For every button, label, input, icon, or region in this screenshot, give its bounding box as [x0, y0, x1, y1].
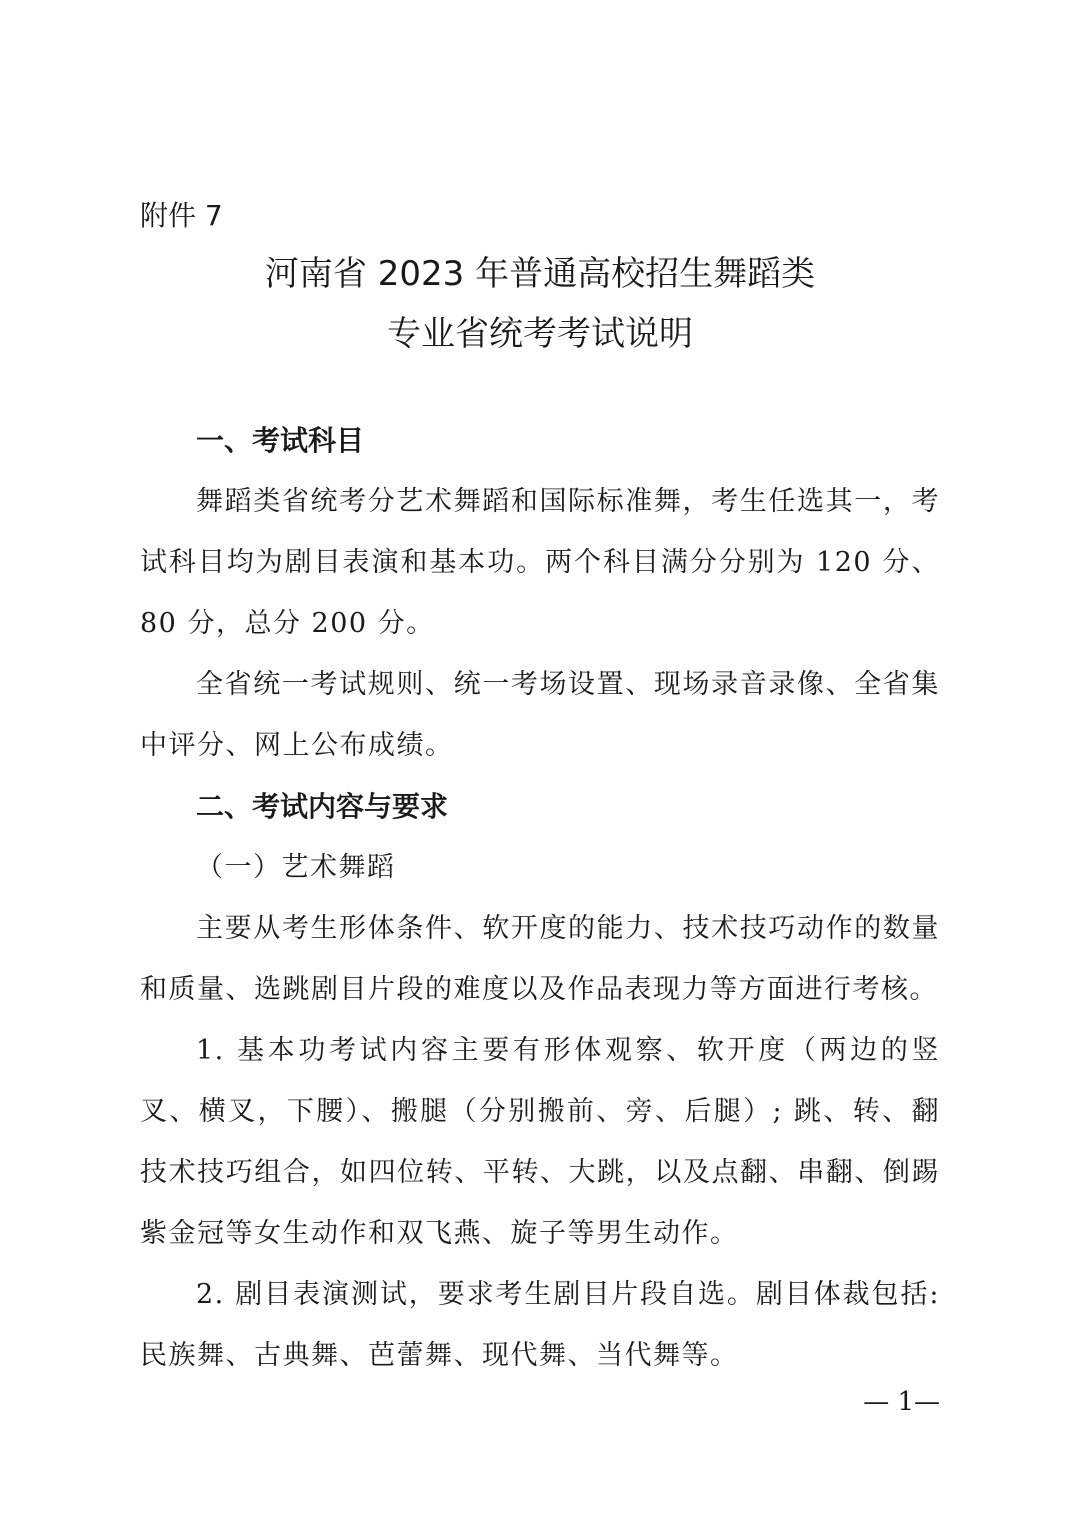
section-heading-exam-subjects: 一、考试科目 — [196, 424, 365, 457]
subsection-heading-art-dance: （一）艺术舞蹈 — [196, 852, 396, 883]
paragraph: 2. 剧目表演测试，要求考生剧目片段自选。剧目体裁包括: 民族舞、古典舞、芭蕾舞、现代舞、当代舞等。 — [140, 1279, 940, 1371]
paragraph: 主要从考生形体条件、软开度的能力、技术技巧动作的数量和质量、选跳剧目片段的难度以及作品表现力等方面进行考核。 — [140, 913, 940, 1005]
document-body — [140, 410, 940, 1386]
attachment-label: 附件 7 — [140, 199, 223, 232]
paragraph: 1. 基本功考试内容主要有形体观察、软开度（两边的竖叉、横叉，下腰）、搬腿（分别搬前、旁、后腿）; 跳、转、翻技术技巧组合，如四位转、平转、大跳，以及点翻、串翻、倒踢紫金冠等女生动作和双飞燕、旋子等男生动作。 — [140, 1035, 940, 1249]
page-number: — 1— — [863, 1387, 940, 1417]
document-title-line-1: 河南省 2023 年普通高校招生舞蹈类 — [264, 254, 816, 294]
paragraph: 舞蹈类省统考分艺术舞蹈和国际标准舞，考生任选其一，考试科目均为剧目表演和基本功。两个科目满分分别为 120 分、80 分，总分 200 分。 — [140, 486, 940, 639]
section-heading-exam-content: 二、考试内容与要求 — [196, 790, 449, 823]
document-title-line-2: 专业省统考考试说明 — [387, 314, 693, 354]
paragraph: 全省统一考试规则、统一考场设置、现场录音录像、全省集中评分、网上公布成绩。 — [140, 669, 940, 761]
